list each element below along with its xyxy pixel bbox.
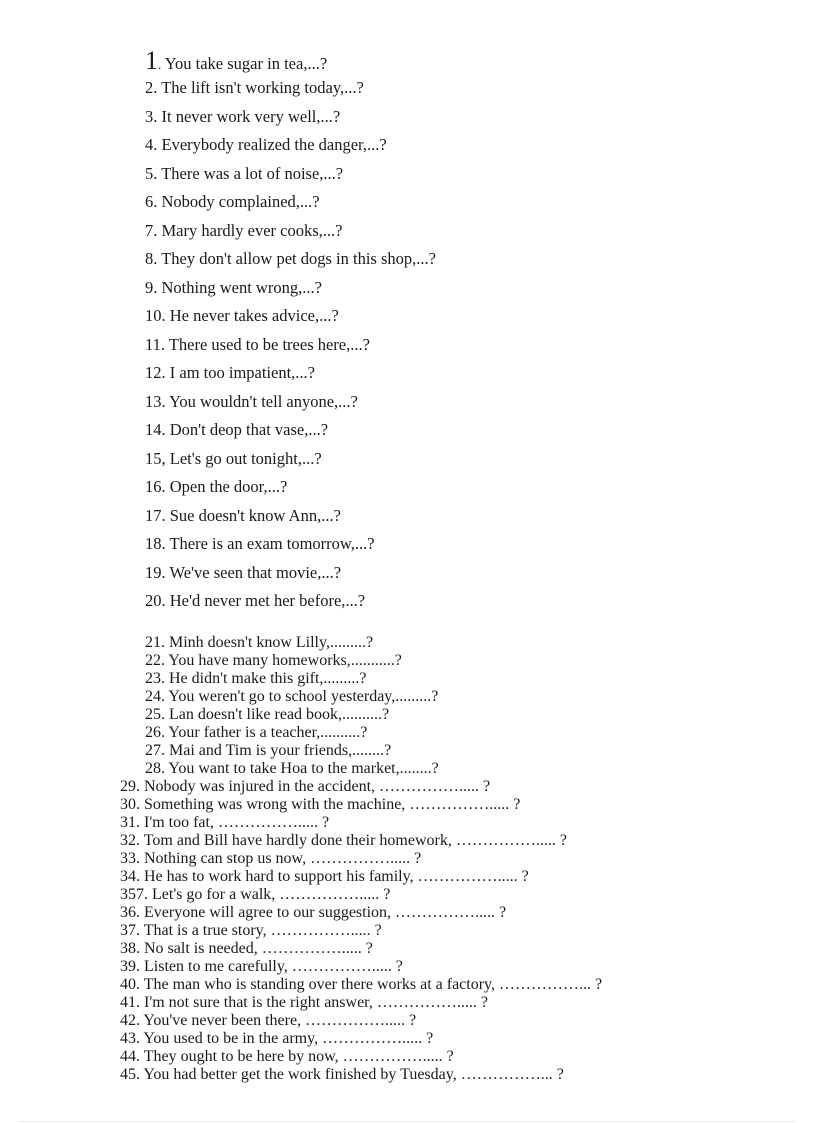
question-41: 41. I'm not sure that is the right answer, ……………..... ? (120, 994, 488, 1011)
question-21: 21. Minh doesn't know Lilly,.........? (145, 634, 374, 651)
question-6: 6. Nobody complained,...? (145, 192, 320, 211)
question-28: 28. You want to take Hoa to the market,........? (145, 760, 439, 777)
question-45: 45. You had better get the work finished by Tuesday, ……………... ? (120, 1066, 564, 1083)
question-5: 5. There was a lot of noise,...? (145, 163, 344, 183)
question-2: 2. The lift isn't working today,...? (145, 78, 364, 97)
question-44: 44. They ought to be here by now, ……………..... ? (120, 1048, 454, 1065)
question-22: 22. You have many homeworks,...........? (145, 652, 402, 669)
question-15: 15, Let's go out tonight,...? (145, 448, 322, 468)
question-25: 25. Lan doesn't like read book,..........? (145, 706, 390, 723)
question-1-separator: . (158, 57, 162, 72)
question-list-part-2 (145, 634, 705, 778)
question-42: 42. You've never been there, ……………..... ? (120, 1012, 417, 1029)
question-34: 34. He has to work hard to support his family, ……………..... ? (120, 868, 529, 885)
question-14: 14. Don't deop that vase,...? (145, 420, 329, 439)
question-35: 357. Let's go for a walk, ……………..... ? (120, 886, 391, 903)
question-9: 9. Nothing went wrong,...? (145, 277, 322, 297)
question-list-part-3 (120, 778, 740, 1084)
question-27: 27. Mai and Tim is your friends,........? (145, 742, 392, 759)
question-37: 37. That is a true story, ……………..... ? (120, 922, 382, 939)
question-1-number: 1 (145, 46, 158, 75)
question-20: 20. He'd never met her before,...? (145, 591, 366, 610)
question-30: 30. Something was wrong with the machine, ……………..... ? (120, 796, 521, 813)
question-list-part-1 (145, 44, 745, 616)
question-8: 8. They don't allow pet dogs in this shop,...? (145, 249, 436, 268)
question-33: 33. Nothing can stop us now, ……………..... ? (120, 850, 422, 867)
question-39: 39. Listen to me carefully, ……………..... ? (120, 958, 403, 975)
question-12: 12. I am too impatient,...? (145, 363, 316, 382)
question-10: 10. He never takes advice,...? (145, 306, 339, 325)
question-24: 24. You weren't go to school yesterday,.........? (145, 688, 439, 705)
page-bottom-divider (20, 1121, 796, 1122)
question-40: 40. The man who is standing over there works at a factory, ……………... ? (120, 976, 603, 993)
question-4: 4. Everybody realized the danger,...? (145, 135, 387, 154)
question-29: 29. Nobody was injured in the accident, ……………..... ? (120, 778, 491, 795)
question-11: 11. There used to be trees here,...? (145, 334, 370, 354)
question-13: 13. You wouldn't tell anyone,...? (145, 391, 358, 411)
question-3: 3. It never work very well,...? (145, 106, 341, 126)
question-36: 36. Everyone will agree to our suggestion, ……………..... ? (120, 904, 507, 921)
question-19: 19. We've seen that movie,...? (145, 562, 342, 582)
question-1-text: You take sugar in tea,...? (161, 54, 328, 73)
question-18: 18. There is an exam tomorrow,...? (145, 534, 375, 553)
question-43: 43. You used to be in the army, ……………..... ? (120, 1030, 434, 1047)
question-7: 7. Mary hardly ever cooks,...? (145, 220, 343, 240)
question-32: 32. Tom and Bill have hardly done their homework, ……………..... ? (120, 832, 567, 849)
question-17: 17. Sue doesn't know Ann,...? (145, 505, 341, 525)
question-31: 31. I'm too fat, ……………..... ? (120, 814, 330, 831)
question-1 (145, 44, 745, 74)
question-23: 23. He didn't make this gift,.........? (145, 670, 367, 687)
question-26: 26. Your father is a teacher,..........? (145, 724, 368, 741)
question-16: 16. Open the door,...? (145, 477, 288, 496)
question-38: 38. No salt is needed, ……………..... ? (120, 940, 373, 957)
